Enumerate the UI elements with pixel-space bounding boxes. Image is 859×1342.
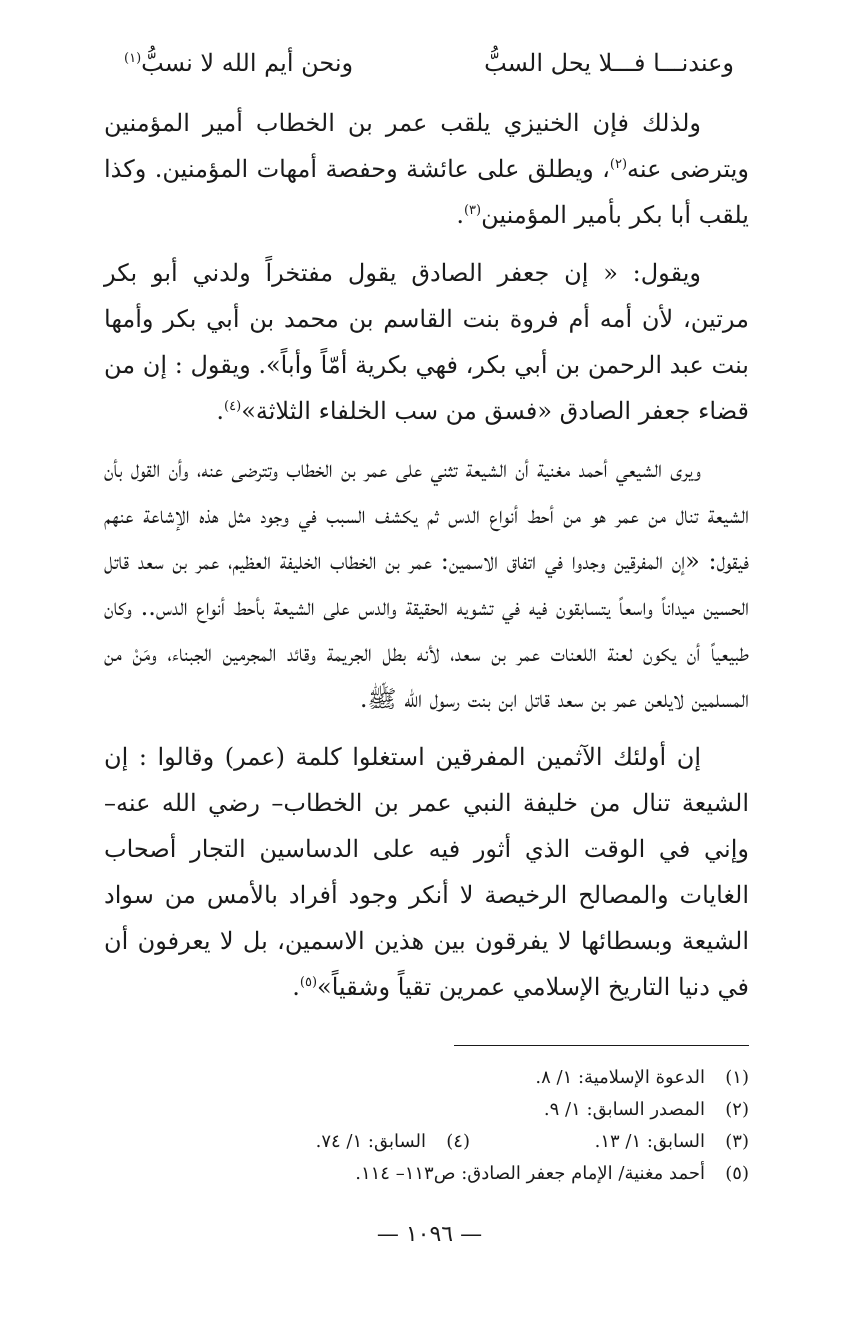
footnote-divider [454,1045,749,1046]
footnote-number: (٢) [725,1099,749,1120]
page-number: — ١٠٩٦ — [376,1222,483,1247]
paragraph-text: ولذلك فإن الخنيزي يلقب عمر بن الخطاب أمير المؤمنين ويترضى عنه [104,109,750,183]
paragraph-text: . [292,973,300,1001]
paragraph-text: ويقول: « إن جعفر الصادق يقول مفتخراً ولدني أبو بكر مرتين، لأن أمه أم فروة بنت القاسم بن محمد بن أبي بكر وأمها بنت عبد الرحمن بن أبي بكر، فهي بكرية أمّاً وأباً». ويقول : إن من قضاء جعفر الصادق «فسق من سب الخلفاء الثلاثة» [104,259,749,425]
verse-second-hemistich [124,49,353,77]
footnote-number: (٤) [446,1131,470,1152]
paragraph-text: ، ويطلق على عائشة وحفصة أمهات المؤمنين. وكذا يلقب أبا بكر بأمير المؤمنين [104,155,749,229]
verse-first-hemistich-text: وعندنـــا فـــلا يحل السبُّ [484,49,734,77]
footnote-text: السابق: ١/ ٧٤. [315,1131,426,1152]
footnote-text: الدعوة الإسلامية: ١/ ٨. [535,1067,705,1088]
paragraph [104,734,749,1010]
paragraph-text: ويرى الشيعي أحمد مغنية أن الشيعة تثني على عمر بن الخطاب وتترضى عنه، وأن القول بأن الشيعة تنال من عمر هو من أحط أنواع الدس ثم يكشف السبب في وجود مثل هذه الإشاعة عنهم فيقول: «إن المفرقين وجدوا في اتفاق الاسمين: عمر بن الخطاب الخليفة العظيم، عمر بن سعد قاتل الحسين ميداناً واسعاً يتسابقون فيه في تشويه الحقيقة والدس على الشيعة بأحط أنواع الدس.. وكان طبيعياً أن يكون لعنة اللعنات عمر بن سعد، لأنه بطل الجريمة وقائد المجرمين الجبناء، ومَنْ من المسلمين لايلعن عمر بن سعد قاتل ابن بنت رسول الله ﷺ. [104,455,749,713]
footnote-number: (٣) [725,1131,749,1152]
footnote-item [104,1158,749,1190]
footnote-item [104,1062,749,1094]
footnote-number: (٥) [725,1163,749,1184]
footnote-item [104,1126,749,1158]
footnote-item [104,1094,749,1126]
footnote-text: السابق: ١/ ١٣. [594,1131,705,1152]
footnote-text: أحمد مغنية/ الإمام جعفر الصادق: ص١١٣– ١١٤. [355,1163,705,1184]
verse-first-hemistich [484,49,734,77]
paragraph [104,446,749,722]
paragraph [104,100,749,238]
footnote-marker: (١) [124,51,142,66]
verse-second-hemistich-text: ونحن أيم الله لا نسبُّ [141,49,354,77]
footnote-text: المصدر السابق: ١/ ٩. [543,1099,705,1120]
body-text [104,100,749,1022]
paragraph-text: إن أولئك الآثمين المفرقين استغلوا كلمة (عمر) وقالوا : إن الشيعة تنال من خليفة النبي عمر بن الخطاب– رضي الله عنه– وإني في الوقت الذي أثور فيه على الدساسين التجار أصحاب الغايات والمصالح الرخيصة لا أنكر وجود أفراد بالأمس من سواد الشيعة وبسطائها لا يفرقون بين هذين الاسمين، بل لا يعرفون أن في دنيا التاريخ الإسلامي عمرين تقياً وشقياً» [104,743,749,1001]
poetry-verse [124,40,734,86]
paragraph-text: . [216,397,225,425]
footnote-number: (١) [725,1067,749,1088]
paragraph [104,250,749,434]
footnote-marker: (٥) [299,975,318,990]
footnotes [104,1062,749,1190]
paragraph-text: . [456,201,464,229]
footnote-marker: (٢) [609,157,628,172]
footnote-marker: (٤) [224,399,242,414]
footnote-marker: (٣) [463,203,482,218]
